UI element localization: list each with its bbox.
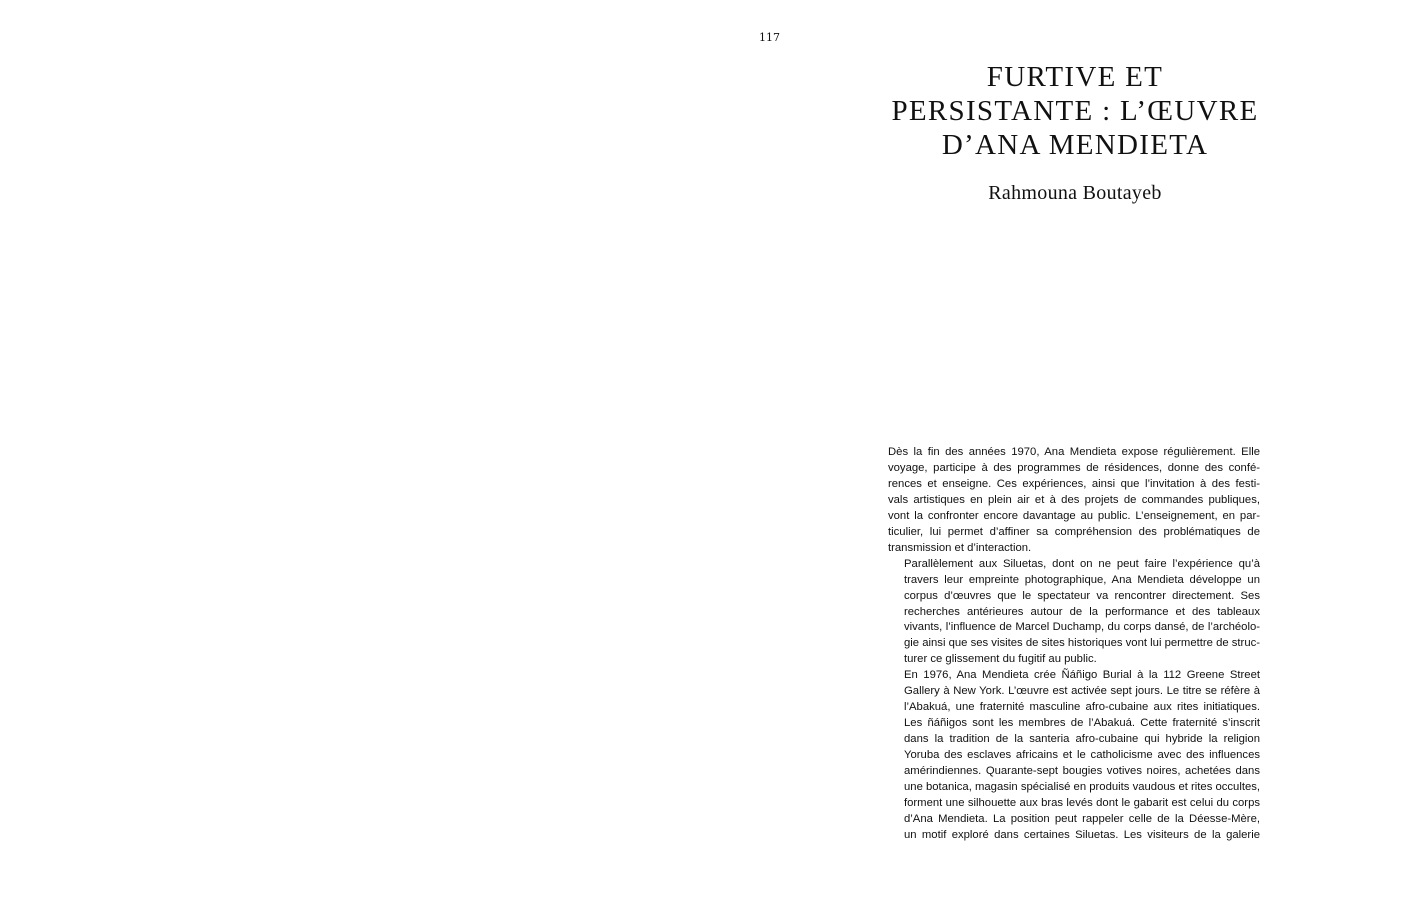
- text-line: corpus d’œuvres que le spectateur va rencontrer directement. Ses: [904, 589, 1260, 602]
- text-line: dans la tradition de la santeria afro-cubaine qui hybride la religion: [904, 733, 1260, 746]
- text-line: d’Ana Mendieta. La position peut rappeler celle de la Déesse-Mère,: [904, 812, 1260, 825]
- text-line: amérindiennes. Quarante-sept bougies votives noires, achetées dans: [904, 765, 1260, 778]
- text-line: gie ainsi que ses visites de sites historiques vont lui permettre de struc-: [904, 637, 1260, 650]
- text-line: vivants, l’influence de Marcel Duchamp, du corps dansé, de l’archéolo-: [904, 621, 1260, 634]
- text-line: turer ce glissement du fugitif au public.: [904, 653, 1097, 666]
- page-number: 117: [759, 31, 780, 44]
- paragraph-3: [888, 668, 1260, 843]
- text-line: transmission et d’interaction.: [888, 541, 1032, 554]
- chapter-title-line-2: PERSISTANTE : L’ŒUVRE: [891, 95, 1259, 127]
- chapter-heading: [884, 60, 1266, 205]
- text-line: Dès la fin des années 1970, Ana Mendieta expose régulièrement. Elle: [888, 446, 1260, 458]
- paragraph-2: [888, 557, 1260, 669]
- chapter-title-line-1: FURTIVE ET: [986, 61, 1164, 93]
- text-line: voyage, participe à des programmes de résidences, donne des confé-: [888, 461, 1260, 474]
- paragraph-1: [888, 445, 1260, 557]
- text-line: Parallèlement aux Siluetas, dont on ne peut faire l’expérience qu’à: [904, 557, 1260, 570]
- body-text: [888, 445, 1260, 844]
- text-line: un motif exploré dans certaines Siluetas. Les visiteurs de la galerie: [904, 828, 1260, 841]
- text-line: Les ñáñigos sont les membres de l’Abakuá. Cette fraternité s’inscrit: [904, 717, 1260, 730]
- text-line: rences et enseigne. Ces expériences, ainsi que l’invitation à des festi-: [888, 477, 1260, 490]
- text-line: vals artistiques en plein air et à des projets de commandes publiques,: [888, 493, 1260, 506]
- text-line: travers leur empreinte photographique, Ana Mendieta développe un: [904, 573, 1260, 586]
- text-line: ticulier, lui permet d’affiner sa compréhension des problématiques de: [888, 525, 1260, 538]
- text-line: vont la confronter encore davantage au public. L’enseignement, en par-: [888, 509, 1260, 522]
- text-line: l’Abakuá, une fraternité masculine afro-cubaine aux rites initiatiques.: [904, 701, 1260, 714]
- text-line: Gallery à New York. L’œuvre est activée sept jours. Le titre se réfère à: [904, 685, 1260, 698]
- chapter-title-line-3: D’ANA MENDIETA: [941, 129, 1209, 161]
- text-line: forment une silhouette aux bras levés dont le gabarit est celui du corps: [904, 796, 1260, 809]
- text-line: En 1976, Ana Mendieta crée Ñáñigo Burial à la 112 Greene Street: [904, 669, 1260, 682]
- text-line: une botanica, magasin spécialisé en produits vaudous et rites occultes,: [904, 781, 1260, 794]
- text-line: Yoruba des esclaves africains et le catholicisme avec des influences: [904, 749, 1260, 762]
- text-line: recherches antérieures autour de la performance et des tableaux: [904, 605, 1260, 618]
- author-name: Rahmouna Boutayeb: [988, 182, 1162, 204]
